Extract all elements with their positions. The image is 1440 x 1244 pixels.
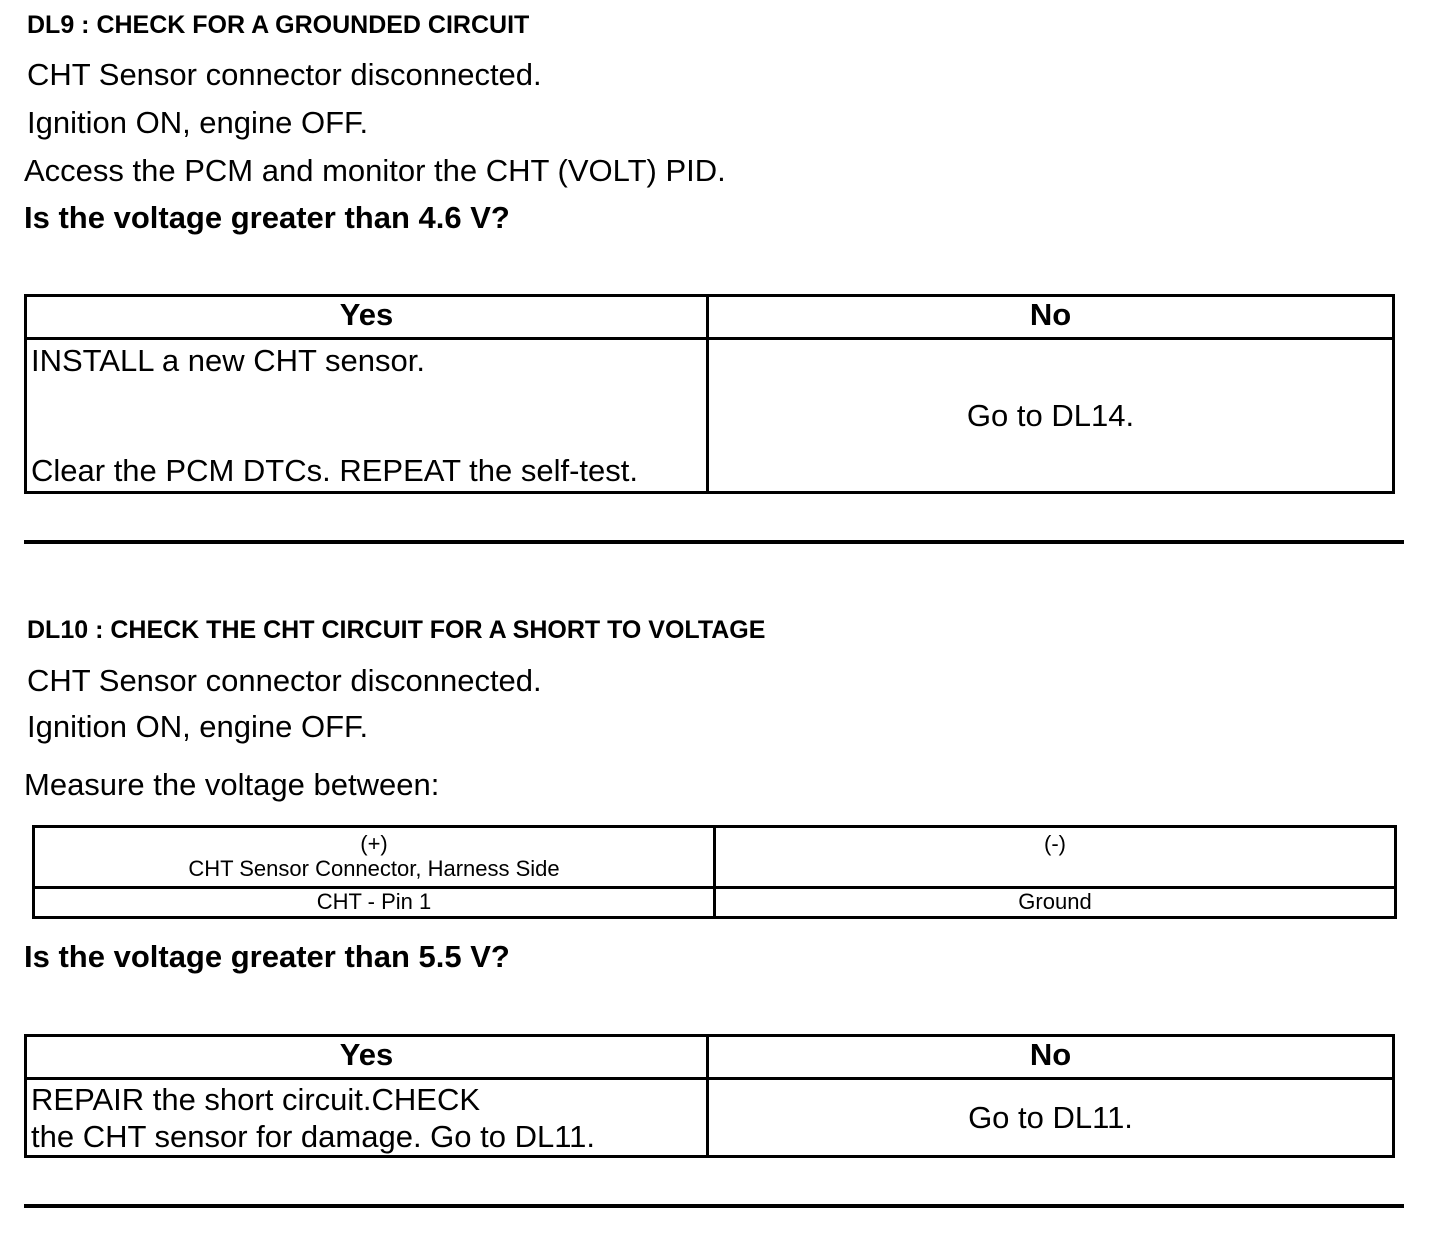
- dl10-neg-value: Ground: [715, 888, 1396, 918]
- dl10-title: DL10 : CHECK THE CHT CIRCUIT FOR A SHORT TO VOLTAGE: [27, 616, 766, 644]
- dl10-yes-cell: [26, 1079, 708, 1157]
- dl10-no-header: No: [708, 1036, 1394, 1079]
- dl9-title: DL9 : CHECK FOR A GROUNDED CIRCUIT: [27, 11, 530, 39]
- dl10-yes-no-table: [24, 1034, 1395, 1158]
- dl9-yes-line-2: Clear the PCM DTCs. REPEAT the self-test.: [31, 453, 638, 488]
- dl10-measure-table: [32, 825, 1397, 919]
- dl10-step-1: CHT Sensor connector disconnected.: [27, 663, 542, 698]
- dl9-no-header: No: [708, 296, 1394, 339]
- dl10-pos-value: CHT - Pin 1: [34, 888, 715, 918]
- dl10-pos-header: (+): [360, 831, 388, 856]
- dl9-yes-cell: [26, 339, 708, 493]
- dl10-question: Is the voltage greater than 5.5 V?: [24, 939, 510, 974]
- dl10-yes-line-1: REPAIR the short circuit.CHECK: [31, 1082, 481, 1117]
- dl10-pos-header-cell: [34, 827, 715, 888]
- dl10-step-2: Ignition ON, engine OFF.: [27, 709, 369, 744]
- dl10-yes-line-2: the CHT sensor for damage. Go to DL11.: [31, 1119, 596, 1154]
- section-divider-2: [24, 1204, 1404, 1208]
- dl9-step-2: Ignition ON, engine OFF.: [27, 105, 369, 140]
- dl10-neg-header: (-): [1044, 831, 1066, 856]
- dl9-yes-no-table: [24, 294, 1395, 494]
- dl10-no-text: Go to DL11.: [968, 1099, 1133, 1135]
- dl9-no-cell: [708, 339, 1394, 493]
- dl9-yes-header: Yes: [26, 296, 708, 339]
- dl9-yes-line-1: INSTALL a new CHT sensor.: [31, 343, 425, 378]
- dl10-neg-header-cell: [715, 827, 1396, 888]
- dl9-step-1: CHT Sensor connector disconnected.: [27, 57, 542, 92]
- dl10-measure-label: Measure the voltage between:: [24, 767, 440, 802]
- dl10-no-cell: [708, 1079, 1394, 1157]
- dl9-step-3: Access the PCM and monitor the CHT (VOLT) PID.: [24, 153, 726, 188]
- dl9-question: Is the voltage greater than 4.6 V?: [24, 200, 510, 235]
- section-divider-1: [24, 540, 1404, 544]
- dl10-yes-header: Yes: [26, 1036, 708, 1079]
- dl10-pos-sub: CHT Sensor Connector, Harness Side: [188, 856, 560, 881]
- dl9-no-text: Go to DL14.: [966, 397, 1135, 433]
